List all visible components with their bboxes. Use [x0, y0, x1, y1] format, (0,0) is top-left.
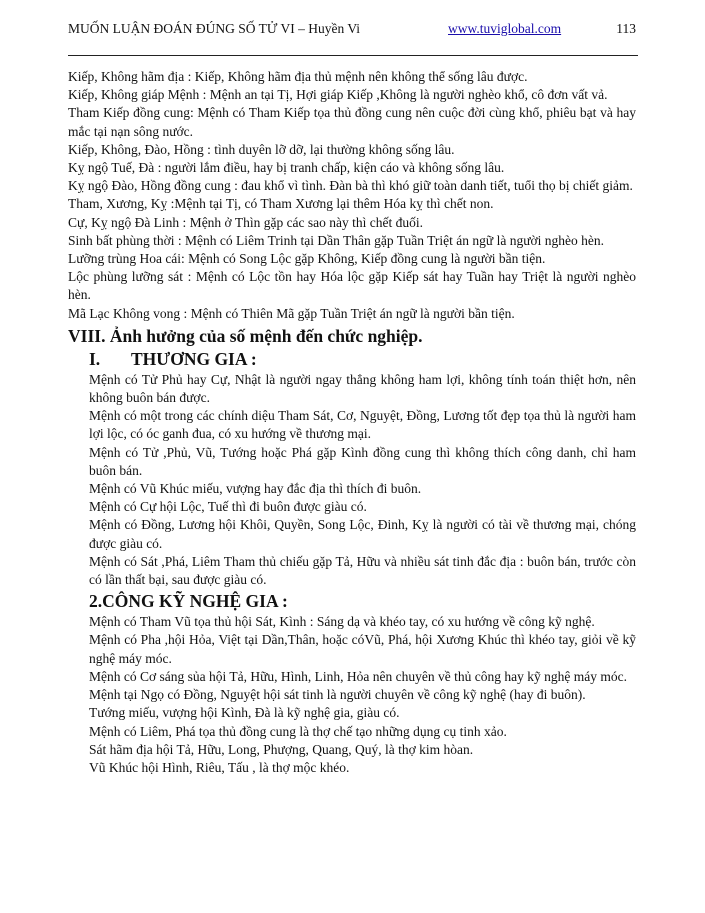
paragraph: Kỵ ngộ Tuế, Đà : người lắm điều, hay bị tranh chấp, kiện cáo và không sống lâu. [68, 160, 505, 176]
paragraph: Kiếp, Không giáp Mệnh : Mệnh an tại Tị, Hợi giáp Kiếp ,Không là người nghèo khổ, cô đơn vất vả. [68, 87, 608, 103]
paragraph: Mệnh có Sát ,Phá, Liêm Tham thủ chiếu gặp Tả, Hữu và nhiều sát tinh đắc địa : buôn bán, trước còn có lần thất bại, sau được giàu có. [89, 553, 636, 588]
subsection-number: I. [89, 348, 101, 369]
paragraph: Mệnh có Tử ,Phủ, Vũ, Tướng hoặc Phá gặp Kình đồng cung thì không thích công danh, chỉ ham buôn bán. [89, 444, 636, 478]
paragraph: Mệnh có Pha ,hội Hỏa, Việt tại Dần,Thân, hoặc cóVũ, Phá, hội Xương Khúc thì khéo tay, giỏi về kỹ nghệ máy móc. [89, 632, 636, 666]
subsection-heading: 2.CÔNG KỸ NGHỆ GIA : [89, 591, 288, 612]
paragraph: Vũ Khúc hội Hình, Riêu, Tấu , là thợ mộc khéo. [89, 759, 350, 775]
subsection-heading [89, 348, 636, 370]
paragraph: Lưỡng trùng Hoa cái: Mệnh có Song Lộc gặp Không, Kiếp đồng cung là người bần tiện. [68, 251, 546, 267]
subsection-industry [68, 590, 636, 777]
paragraph: Cự, Kỵ ngộ Đà Linh : Mệnh ở Thìn gặp các sao này thì chết đuối. [68, 214, 424, 230]
paragraph: Mã Lạc Không vong : Mệnh có Thiên Mã gặp Tuần Triệt án ngữ là người bần tiện. [68, 305, 515, 321]
header-title: MUỐN LUẬN ĐOÁN ĐÚNG SỐ TỬ VI – Huyền Vi [68, 21, 361, 36]
paragraph: Mệnh có Tham Vũ tọa thủ hội Sát, Kình : Sáng dạ và khéo tay, có xu hướng về công kỹ nghệ. [89, 614, 595, 630]
paragraph: Mệnh có Liêm, Phá tọa thủ đồng cung là thợ chế tạo những dụng cụ tinh xảo. [89, 723, 507, 739]
paragraph: Mệnh có Tử Phủ hay Cự, Nhật là người ngay thẳng không ham lợi, không tính toán thiệt hơn, nên không buôn bán được. [89, 371, 636, 406]
paragraph: Mệnh có Cự hội Lộc, Tuế thì đi buôn được giàu có. [89, 499, 367, 515]
paragraph: Tham, Xương, Kỵ :Mệnh tại Tị, có Tham Xương lại thêm Hóa kỵ thì chết non. [68, 196, 494, 212]
paragraph: Kỵ ngộ Đào, Hồng đồng cung : đau khổ vì tình. Đàn bà thì khó giữ toàn danh tiết, tuổi thọ bị chiết giảm. [68, 178, 633, 194]
paragraph: Sinh bất phùng thời : Mệnh có Liêm Trinh tại Dần Thân gặp Tuần Triệt án ngữ là người nghèo hèn. [68, 232, 605, 248]
paragraph: Tướng miếu, vượng hội Kình, Đà là kỹ nghệ gia, giàu có. [89, 705, 400, 721]
header-url-link[interactable]: www.tuviglobal.com [448, 21, 562, 36]
intro-block [68, 68, 636, 323]
paragraph: Mệnh có một trong các chính diệu Tham Sát, Cơ, Nguyệt, Đồng, Lương tốt đẹp tọa thủ là người ham lợi lộc, có óc ganh đua, có xu hướng về thương mại. [89, 408, 636, 442]
paragraph: Mệnh có Vũ Khúc miếu, vượng hay đắc địa thì thích đi buôn. [89, 481, 422, 497]
paragraph: Kiếp, Không, Đào, Hồng : tình duyên lỡ dỡ, lại thường không sống lâu. [68, 141, 455, 157]
paragraph: Tham Kiếp đồng cung: Mệnh có Tham Kiếp tọa thủ đồng cung nên cuộc đời cùng khổ, phiêu bạt và hay mắc tại nạn sông nước. [68, 105, 636, 139]
paragraph: Mệnh có Cơ sáng sủa hội Tả, Hữu, Hình, Linh, Hỏa nên chuyên về thủ công hay kỹ nghệ máy móc. [89, 668, 627, 684]
paragraph: Mệnh có Đồng, Lương hội Khôi, Quyền, Song Lộc, Đinh, Kỵ là người có tài về thương mại, chóng được giàu có. [89, 517, 636, 551]
paragraph: Sát hãm địa hội Tả, Hữu, Long, Phượng, Quang, Quý, là thợ kim hòan. [89, 741, 474, 757]
paragraph: Kiếp, Không hãm địa : Kiếp, Không hãm địa thủ mệnh nên không thể sống lâu được. [68, 69, 528, 84]
section-heading: VIII. Ảnh hưởng của số mệnh đến chức nghiệp. [68, 325, 423, 346]
paragraph: Lộc phùng lưỡng sát : Mệnh có Lộc tồn hay Hóa lộc gặp Kiếp sát hay Tuần hay Triệt là người nghèo hèn. [68, 269, 636, 303]
page-number: 113 [616, 21, 636, 36]
page-header [68, 21, 636, 43]
header-rule [68, 55, 638, 56]
subsection-title: THƯƠNG GIA : [131, 348, 257, 369]
page-body [68, 68, 636, 777]
subsection-merchant [68, 348, 636, 589]
paragraph: Mệnh tại Ngọ có Đồng, Nguyệt hội sát tinh là người chuyên về công kỹ nghệ (hay đi buôn). [89, 687, 586, 703]
